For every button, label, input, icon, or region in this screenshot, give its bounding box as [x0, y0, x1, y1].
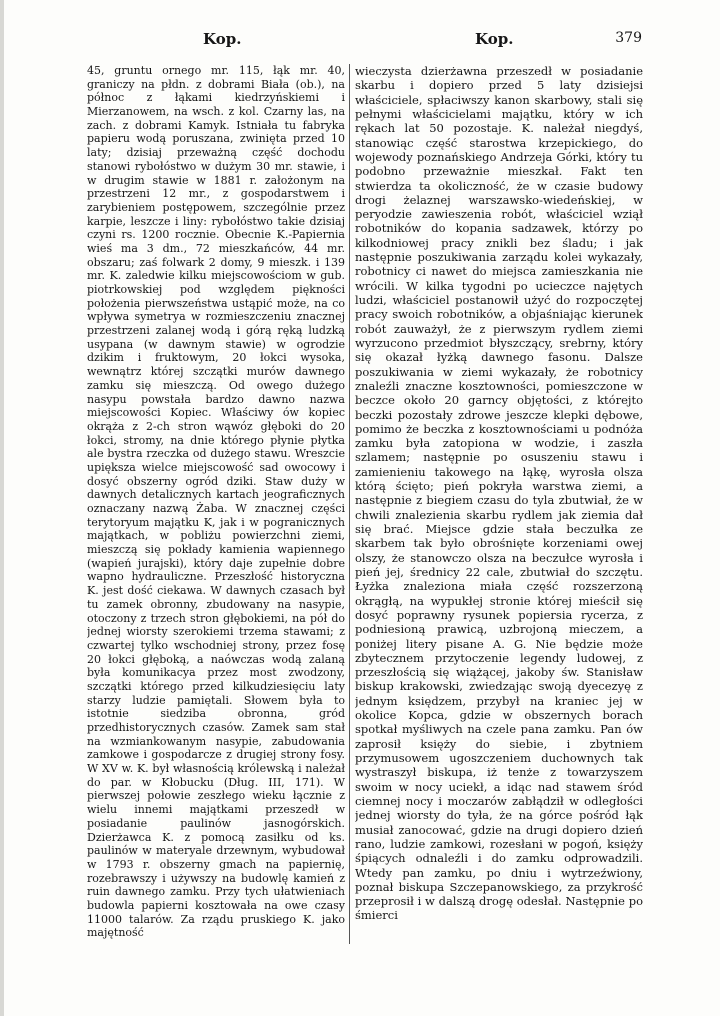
- column-left-text: 45, gruntu ornego mr. 115, łąk mr. 40, graniczy na płdn. z dobrami Biała (ob.), na północ z łąkami kiedrzyńskiemi i Mierzanowem, na wsch. z kol. Czarny las, na zach. z dobrami Kamyk. Istniała tu fabryka papieru wodą poruszana, zwinięta przed 10 laty; dzisiaj przeważną część dochodu stanowi rybołóstwo w dużym 30 mr. stawie, i w drugim stawie w 1881 r. założonym na przestrzeni 12 mr., z gospodarstwem i zarybieniem postępowem, szczególnie przez karpie, leszcze i liny: rybołóstwo takie dzisiaj czyni rs. 1200 rocznie. Obecnie K.-Papiernia wieś ma 3 dm., 72 mieszkańców, 44 mr. obszaru; zaś folwark 2 domy, 9 mieszk. i 139 mr. K. zaledwie kilku miejscowościom w gub. piotrkowskiej pod względem piękności położenia pierwszeństwa ustąpić może, na co wpływa symetrya w rozmieszczeniu znacznej przestrzeni zalanej wodą i górą ręką ludzką usypana (w dawnym stawie) w ogrodzie dzikim i fruktowym, 20 łokci wysoka, wewnątrz której szczątki murów dawnego zamku się mieszczą. Od owego dużego nasypu powstała bardzo dawno nazwa miejscowości Kopiec. Właściwy ów kopiec okrąża z 2-ch stron wąwóz głęboki do 20 łokci, stromy, na dnie którego płynie płytka ale bystra rzeczka od dużego stawu. Wreszcie upiększa wielce miejscowość sad owocowy i dosyć obszerny ogród dziki. Staw duży w dawnych detalicznych kartach jeograficznych oznaczany nazwą Żaba. W znacznej części terytoryum majątku K, jak i w pogranicznych majątkach, w pobliżu powierzchni ziemi, mieszczą się pokłady kamienia wapiennego (wapień jurajski), który daje zupełnie dobre wapno hydrauliczne. Przeszłość historyczna K. jest dość ciekawa. W dawnych czasach był tu zamek obronny, zbudowany na nasypie, otoczony z trzech stron głębokiemi, na pół do jednej wiorsty szerokiemi trzema stawami; z czwartej tylko wschodniej strony, przez fosę 20 łokci głęboką, a naówczas wodą zalaną była komunikacya przez most zwodzony, szczątki którego przed kilkudziesięciu laty starzy ludzie pamiętali. Słowem była to istotnie siedziba obronna, gród przedhistorycznych czasów. Zamek sam stał na wzmiankowanym nasypie, zabudowania zamkowe i gospodarcze z drugiej strony fosy. W XV w. K. był własnością królewską i należał do par. w Kłobucku (Dług. III, 171). W pierwszej połowie zeszłego wieku łącznie z wielu innemi majątkami przeszedł w posiadanie paulinów jasnogórskich. Dzierżawca K. z pomocą zasiłku od ks. paulinów w materyale drzewnym, wybudował w 1793 r. obszerny gmach na papiernię, rozebrawszy i używszy na budowlę kamień z ruin dawnego zamku. Przy tych ułatwieniach budowla papierni kosztowała na owe czasy 11000 talarów. Za rządu pruskiego K. jako majętność: [87, 64, 345, 940]
- running-head-right: Kop.: [475, 30, 514, 48]
- column-right-text: wieczysta dzierżawna przeszedł w posiadanie skarbu i dopiero przed 5 laty dzisiejsi właściciele, spłaciwszy kanon skarbowy, stali się pełnymi właścicielami majątku, który w ich rękach lat 50 pozostaje. K. należał niegdyś, stanowiąc część starostwa krzepickiego, do wojewody poznańskiego Andrzeja Górki, który tu podobno przeważnie mieszkał. Fakt ten stwierdza ta okoliczność, że w czasie budowy drogi żelaznej warszawsko-wiedeńskiej, w peryodzie zawieszenia robót, właściciel wziął robotników do kopania sadzawek, którzy po kilkodniowej pracy znikli bez śladu; i jak następnie poszukiwania zarządu kolei wykazały, robotnicy ci nawet do miejsca zamieszkania nie wrócili. W kilka tygodni po ucieczce najętych ludzi, właściciel postanowił użyć do rozpoczętej pracy swoich robotników, a objaśniając kierunek robót zauważył, że z pierwszym rydlem ziemi wyrzucono przedmiot błyszczący, srebrny, który się okazał łyżką dawnego fasonu. Dalsze poszukiwania w ziemi wykazały, że robotnicy znaleźli znaczne kosztowności, pomieszczone w beczce około 20 garncy objętości, z którejto beczki pozostały zdrowe jeszcze klepki dębowe, pomimo że beczka z kosztownościami u podnóża zamku była zatopiona w wodzie, i zaszła szlamem; następnie po osuszeniu stawu i zamienieniu takowego na łąkę, wyrosła olsza którą ścięto; pień pokryła warstwa ziemi, a następnie z biegiem czasu do tyla zbutwiał, że w chwili znalezienia skarbu rydlem jak ziemia dał się brać. Miejsce gdzie stała beczułka ze skarbem tak było obrośnięte korzeniami owej olszy, że stanowczo olsza na beczułce wyrosła i pień jej, średnicy 22 cale, zbutwiał do szczętu. Łyżka znaleziona miała część rozszerzoną okrągłą, na wypukłej stronie której mieścił się dosyć poprawny rysunek popiersia rycerza, z podniesioną prawicą, uzbrojoną mieczem, a poniżej litery pisane A. G. Nie będzie może zbytecznem przytoczenie legendy ludowej, z przeszłością się wiążącej, jakoby św. Stanisław biskup krakowski, zwiedzając swoją dyecezyę z jednym księdzem, przybył na kraniec jej w okolice Kopca, gdzie w obszernych borach spotkał myśliwych na czele pana zamku. Pan ów zaprosił księży do siebie, i zbytniem przymusowem ugoszczeniem duchownych tak wystraszył biskupa, iż tenże z towarzyszem swoim w nocy uciekł, a idąc nad stawem śród ciemnej nocy i moczarów zabłądził w odległości jednej wiorsty do tyła, że na górce pośród łąk musiał zanocować, gdzie na drugi dopiero dzień rano, ludzie zamkowi, rozesłani w pogoń, księży śpiących odnaleźli i do zamku odprowadzili. Wtedy pan zamku, po dniu i wytrzeźwiony, poznał biskupa Szczepanowskiego, za przykrość przeprosił i w dalszą drogę odesłał. Następnie po śmierci: [355, 64, 643, 923]
- text-column-right: [355, 64, 643, 944]
- running-head-left: Kop.: [203, 30, 242, 48]
- column-divider: [349, 64, 350, 944]
- text-column-left: [87, 64, 345, 944]
- page-edge-shadow: [0, 0, 4, 1016]
- page-number: 379: [615, 30, 642, 46]
